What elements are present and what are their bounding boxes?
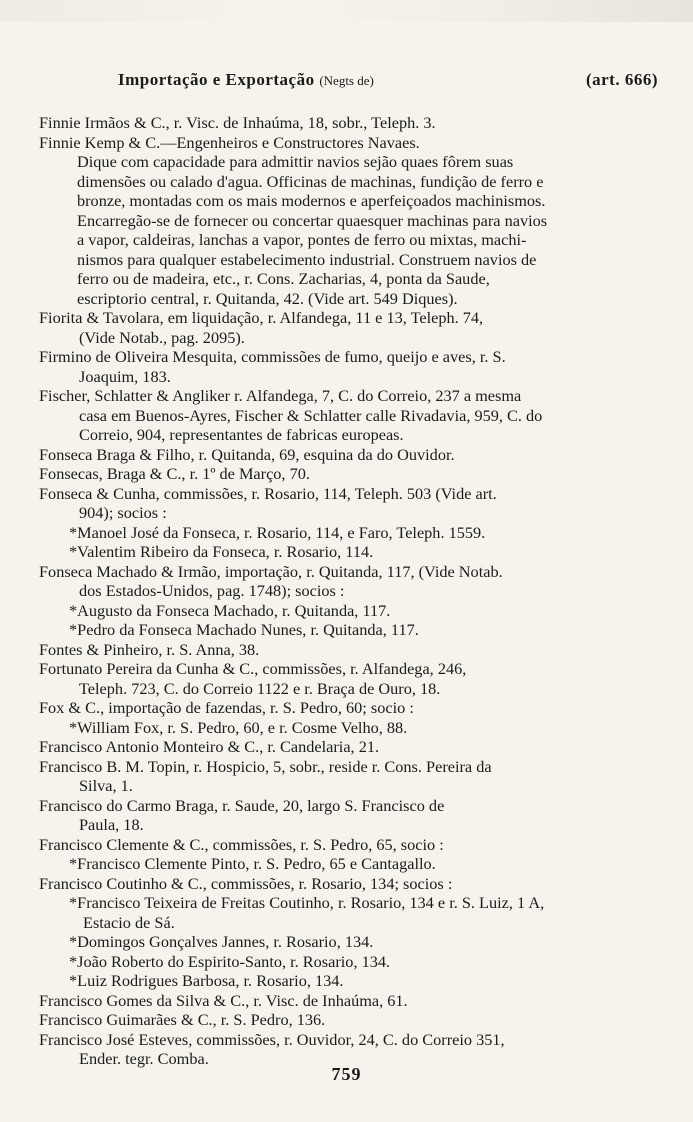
- entry-continuation: escriptorio central, r. Quitanda, 42. (Vide art. 549 Diques).: [77, 288, 458, 308]
- entry-continuation: Dique com capacidade para admittir navios sejão quaes fôrem suas: [77, 152, 514, 171]
- directory-entry: Finnie Irmãos & C., r. Visc. de Inhaúma, 18, sobr., Teleph. 3.: [39, 113, 436, 132]
- entry-continuation: Estacio de Sá.: [83, 912, 175, 932]
- directory-entry: Fonseca Machado & Irmão, importação, r. Quitanda, 117, (Vide Notab.: [39, 561, 503, 581]
- partner-line: *Luiz Rodrigues Barbosa, r. Rosario, 134.: [69, 971, 344, 990]
- entry-continuation: Encarregão-se de fornecer ou concertar quaesquer machinas para navios: [77, 210, 548, 230]
- directory-entry: Francisco Clemente & C., commissões, r. S. Pedro, 65, socio :: [39, 834, 444, 854]
- directory-entry: Fonsecas, Braga & C., r. 1º de Março, 70.: [39, 464, 310, 483]
- page-header: [118, 70, 658, 92]
- directory-entry: Fontes & Pinheiro, r. S. Anna, 38.: [39, 639, 260, 659]
- entry-continuation: (Vide Notab., pag. 2095).: [79, 327, 245, 347]
- entry-continuation: Ender. tegr. Comba.: [79, 1049, 209, 1068]
- directory-entry: Francisco Gomes da Silva & C., r. Visc. de Inhaúma, 61.: [39, 990, 408, 1010]
- directory-entry: Fox & C., importação de fazendas, r. S. Pedro, 60; socio :: [39, 698, 414, 717]
- header-article: (art. 666): [585, 70, 658, 89]
- directory-entry: Finnie Kemp & C.—Engenheiros e Constructores Navaes.: [39, 132, 420, 152]
- partner-line: *Francisco Clemente Pinto, r. S. Pedro, 65 e Cantagallo.: [69, 854, 436, 873]
- partner-line: *Domingos Gonçalves Jannes, r. Rosario, 134.: [69, 932, 374, 951]
- partner-line: *Pedro da Fonseca Machado Nunes, r. Quitanda, 117.: [69, 620, 419, 639]
- entry-continuation: dos Estados-Unidos, pag. 1748); socios :: [79, 581, 345, 600]
- partner-line: *Valentim Ribeiro da Fonseca, r. Rosario, 114.: [69, 542, 374, 561]
- entry-continuation: casa em Buenos-Ayres, Fischer & Schlatter calle Rivadavia, 959, C. do: [79, 405, 543, 425]
- entry-continuation: Paula, 18.: [79, 815, 144, 834]
- directory-entry: Francisco do Carmo Braga, r. Saude, 20, largo S. Francisco de: [39, 795, 445, 815]
- directory-entry: Fischer, Schlatter & Angliker r. Alfandega, 7, C. do Correio, 237 a mesma: [39, 386, 522, 405]
- directory-entry: Francisco Guimarães & C., r. S. Pedro, 136.: [39, 1010, 326, 1029]
- entry-continuation: bronze, montadas com os mais modernos e aperfeiçoados machinismos.: [77, 191, 546, 210]
- directory-entry: Fiorita & Tavolara, em liquidação, r. Alfandega, 11 e 13, Teleph. 74,: [39, 308, 484, 327]
- entry-continuation: 904); socios :: [79, 503, 167, 522]
- partner-line: *Augusto da Fonseca Machado, r. Quitanda, 117.: [69, 600, 391, 620]
- entry-continuation: Silva, 1.: [79, 776, 133, 795]
- entry-continuation: a vapor, caldeiras, lanchas a vapor, pontes de ferro ou mixtas, machi-: [77, 230, 527, 249]
- directory-entry: Fonseca Braga & Filho, r. Quitanda, 69, esquina da do Ouvidor.: [39, 444, 455, 464]
- partner-line: *Manoel José da Fonseca, r. Rosario, 114, e Faro, Teleph. 1559.: [69, 522, 486, 542]
- partner-line: *Francisco Teixeira de Freitas Coutinho, r. Rosario, 134 e r. S. Luiz, 1 A,: [69, 893, 545, 912]
- entry-continuation: nismos para qualquer estabelecimento industrial. Construem navios de: [77, 249, 537, 269]
- partner-line: *João Roberto do Espirito-Santo, r. Rosario, 134.: [69, 951, 391, 971]
- header-title-text: Importação e Exportação: [118, 70, 315, 89]
- directory-entry: Fortunato Pereira da Cunha & C., commissões, r. Alfandega, 246,: [39, 659, 467, 678]
- directory-entries: [40, 113, 675, 1069]
- entry-continuation: ferro ou de madeira, etc., r. Cons. Zacharias, 4, ponta da Saude,: [77, 269, 490, 288]
- entry-continuation: Correio, 904, representantes de fabricas europeas.: [79, 425, 404, 444]
- directory-entry: Francisco Antonio Monteiro & C., r. Candelaria, 21.: [39, 737, 380, 756]
- entry-continuation: Teleph. 723, C. do Correio 1122 e r. Braça de Ouro, 18.: [79, 678, 441, 698]
- directory-entry: Francisco Coutinho & C., commissões, r. Rosario, 134; socios :: [39, 873, 453, 893]
- directory-entry: Fonseca & Cunha, commissões, r. Rosario, 114, Teleph. 503 (Vide art.: [39, 483, 497, 503]
- page-number: 759: [331, 1064, 362, 1084]
- directory-entry: Francisco José Esteves, commissões, r. Ouvidor, 24, C. do Correio 351,: [39, 1029, 505, 1049]
- scan-top-edge: [0, 0, 693, 22]
- header-subtitle: (Negts de): [319, 73, 374, 88]
- entry-continuation: Joaquim, 183.: [79, 366, 171, 386]
- entry-continuation: dimensões ou calado d'agua. Officinas de machinas, fundição de ferro e: [77, 171, 544, 191]
- partner-line: *William Fox, r. S. Pedro, 60, e r. Cosme Velho, 88.: [69, 717, 408, 737]
- header-title: [118, 70, 374, 90]
- directory-entry: Firmino de Oliveira Mesquita, commissões de fumo, queijo e aves, r. S.: [39, 347, 506, 366]
- directory-entry: Francisco B. M. Topin, r. Hospicio, 5, sobr., reside r. Cons. Pereira da: [39, 756, 492, 776]
